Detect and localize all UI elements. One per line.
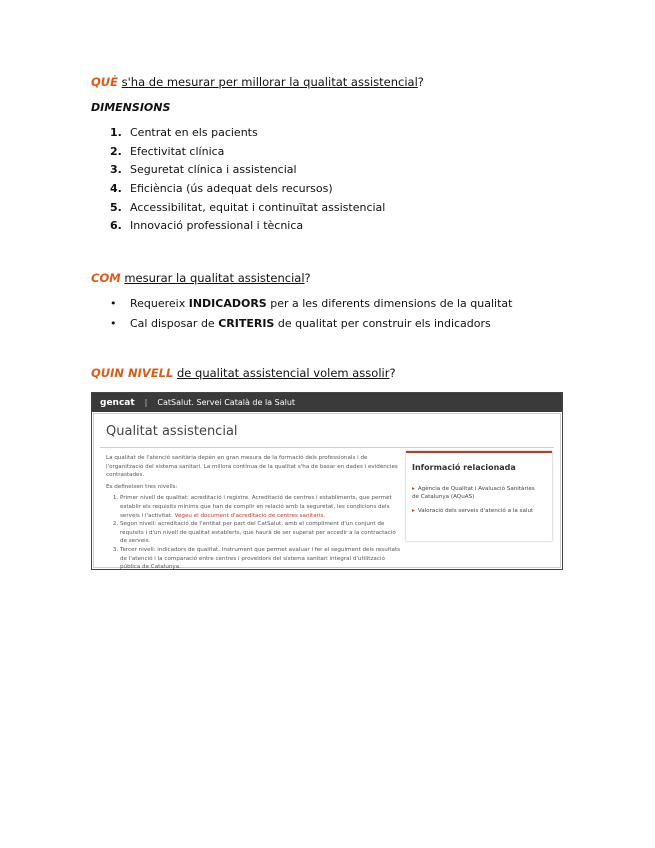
list-item [110,162,385,181]
item-text: Accessibilitat, equitat i continuïtat assistencial [130,200,386,214]
page-title: Qualitat assistencial [106,424,238,439]
bullet-bold: CRITERIS [218,317,275,330]
heading-level-key: QUIN NIVELL [91,366,174,380]
bullet-text: Cal disposar de [130,317,219,330]
requirements-list [110,296,512,336]
levels-label: Es defineixen tres nivells: [106,483,178,490]
header-separator: | [144,398,148,407]
heading-what-key: QUÈ [91,75,118,89]
divider [100,447,554,448]
list-item [120,494,402,520]
heading-level-end: ? [389,366,396,380]
arrow-icon: ▸ [412,508,415,514]
heading-what-end: ? [417,75,424,89]
bullet-icon: • [110,297,117,310]
item-number: 2. [110,144,122,158]
heading-how-link[interactable]: mesurar la qualitat assistencial [124,271,305,285]
item-text: Efectivitat clínica [130,144,225,158]
level-text: Tercer nivell: indicadors de qualitat. Instrument que permet avaluar i fer el seguiment dels resultats de l'atenció i la comparació entre centres i proveïdors del sistema sanitari integral d'utilització pública de Catalunya. [120,546,401,570]
level-text: Segon nivell: acreditació de l'entitat per part del CatSalut, amb el compliment d'un conjunt de requisits i d'un nivell de qualitat establerts, que haurà de ser superat per accedir a la contractació de serveis. [120,521,396,545]
list-item [110,316,512,336]
related-link-text[interactable]: Agència de Qualitat i Avaluació Sanitàries de Catalunya (AQuAS) [412,486,535,500]
related-info-box [406,451,552,541]
related-info-title: Informació relacionada [412,463,516,472]
levels-list [106,494,402,570]
item-text: Eficiència (ús adequat dels recursos) [130,182,333,196]
bullet-icon: • [110,317,117,330]
related-link[interactable] [412,485,540,501]
list-item [110,218,385,237]
list-item [110,296,512,316]
page-content [93,413,561,568]
heading-how [91,271,311,286]
list-item [110,200,385,219]
related-link-text[interactable]: Valoració dels serveis d'atenció a la salut [417,508,534,514]
item-number: 6. [110,219,122,233]
gencat-logo[interactable]: gencat [100,398,135,408]
item-text: Innovació professional i tècnica [130,219,304,233]
dimensions-list [110,125,385,237]
list-item [110,144,385,163]
page-body [106,454,402,570]
embedded-screenshot [91,392,563,570]
item-number: 3. [110,163,122,177]
bullet-bold: INDICADORS [188,297,267,310]
heading-level-link[interactable]: de qualitat assistencial volem assolir [177,366,390,380]
dimensions-title: DIMENSIONS [91,101,171,114]
item-text: Seguretat clínica i assistencial [130,163,297,177]
bullet-text: de qualitat per construir els indicadors [274,317,491,330]
heading-what-link[interactable]: s'ha de mesurar per millorar la qualitat assistencial [121,75,418,89]
bullet-text: Requereix [130,297,189,310]
item-number: 4. [110,182,122,196]
related-link[interactable] [412,507,540,515]
list-item [120,546,402,570]
item-text: Centrat en els pacients [130,126,258,139]
list-item [110,181,385,200]
list-item [120,520,402,546]
site-header-bar [92,393,562,412]
heading-level [91,366,396,381]
list-item [110,125,385,144]
bullet-text: per a les diferents dimensions de la qualitat [266,297,513,310]
item-number: 5. [110,200,122,214]
heading-what [91,75,424,90]
intro-paragraph: La qualitat de l'atenció sanitària depèn en gran mesura de la formació dels professionals i de l'organització del sistema sanitari. La millora contínua de la qualitat s'ha de basar en dades i evidències contrastades. [106,455,398,479]
heading-how-key: COM [91,271,121,285]
heading-how-end: ? [304,271,311,285]
arrow-icon: ▸ [412,486,415,492]
level-text: Primer nivell de qualitat: acreditació i registre. Acreditació de centres i establiments, que permet establir els requisits mínims que han de complir en relació amb la seguretat, les condicions dels serveis i l'activitat. [120,495,392,519]
header-site-name[interactable]: CatSalut. Servei Català de la Salut [157,398,296,407]
level-link[interactable]: Vegeu el document d'acreditació de centres sanitaris. [174,512,326,519]
item-number: 1. [110,126,122,139]
